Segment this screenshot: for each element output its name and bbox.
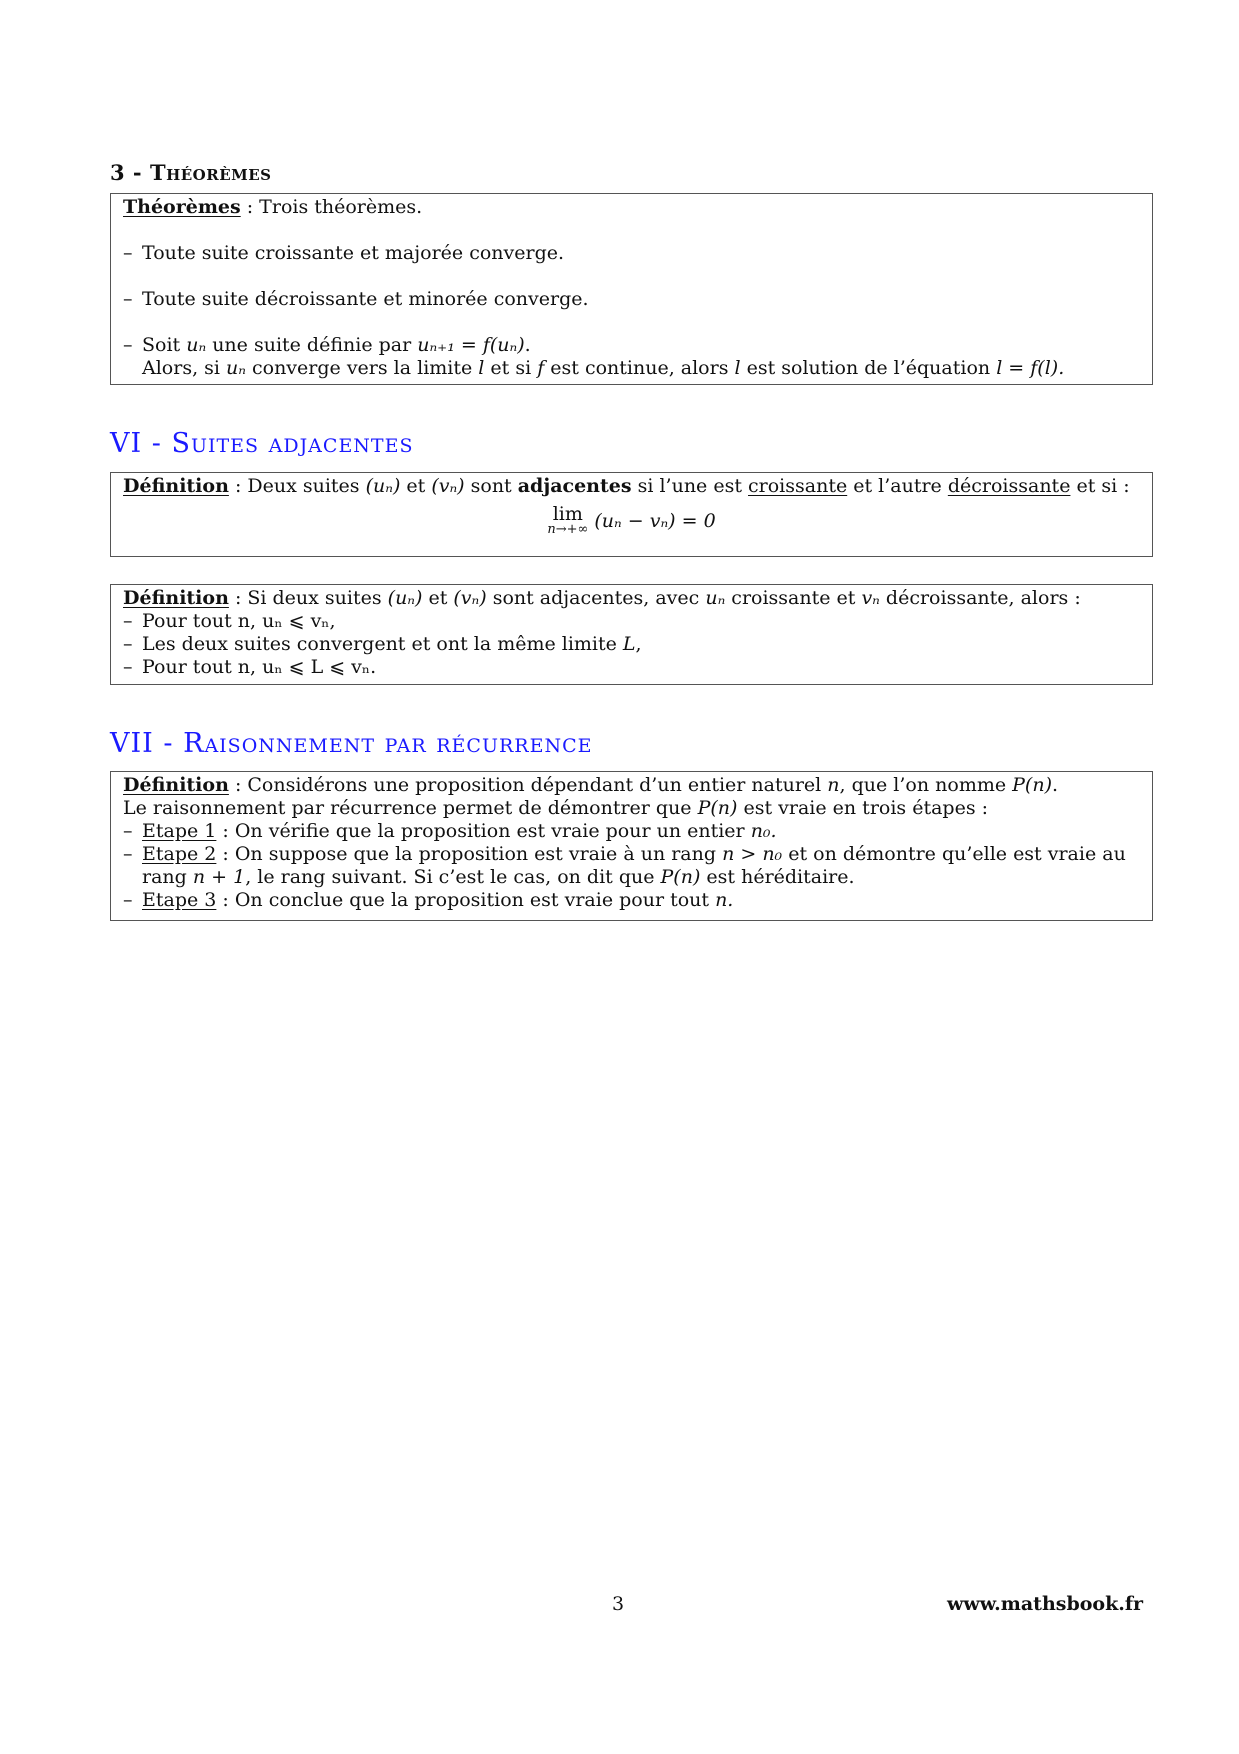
step-2: – Etape 2 : On suppose que la proposition est vraie à un rang n > n₀ et on démontre qu’elle est vraie au rang n + 1, le rang suivant. Si c’est le cas, on dit que P(n) est héréditaire. <box>123 843 1140 889</box>
definition-label: Définition <box>123 475 229 497</box>
theorem-label: Théorèmes <box>123 196 241 218</box>
theorem-item-2: – Toute suite décroissante et minorée converge. <box>123 288 1140 311</box>
definition-box-recurrence: Définition : Considérons une proposition dépendant d’un entier naturel n, que l’on nomme P(n). Le raisonnement par récurrence permet de démontrer que P(n) est vraie en trois étapes : – Etape 1 : On vérifie que la proposition est vraie pour un entier n₀. – Etape 2 : On suppose que la proposition est vraie à un rang n > n₀ et on démontre qu’elle est vraie au rang n + 1, le rang suivant. Si c’est le cas, on dit que P(n) est héréditaire. – Etape 3 : On conclue que la proposition est vraie pour tout n. <box>110 771 1153 921</box>
definition-label: Définition <box>123 774 229 796</box>
section-title-vii: VII - Raisonnement par récurrence <box>110 728 593 759</box>
website-link[interactable]: www.mathsbook.fr <box>947 1593 1144 1615</box>
definition-box-adjacentes-properties: Définition : Si deux suites (uₙ) et (vₙ) sont adjacentes, avec uₙ croissante et vₙ décroissante, alors : – Pour tout n, uₙ ⩽ vₙ, – Les deux suites convergent et ont la même limite L, – Pour tout n, uₙ ⩽ L ⩽ vₙ. <box>110 584 1153 685</box>
limit-formula: lim n→+∞ (uₙ − vₙ) = 0 <box>547 503 716 537</box>
theorem-box <box>110 193 1153 385</box>
theorem-item-1: – Toute suite croissante et majorée converge. <box>123 242 1140 265</box>
subsection-title-theoremes: 3 - Théorèmes <box>110 160 272 185</box>
definition-box-adjacentes: Définition : Deux suites (uₙ) et (vₙ) sont adjacentes si l’une est croissante et l’autre décroissante et si : lim n→+∞ (uₙ − vₙ) = 0 <box>110 472 1153 557</box>
theorem-intro: : Trois théorèmes. <box>240 196 423 218</box>
property-item-2: – Les deux suites convergent et ont la même limite L, <box>123 633 1140 656</box>
step-1: – Etape 1 : On vérifie que la proposition est vraie pour un entier n₀. <box>123 820 1140 843</box>
definition-label: Définition <box>123 587 229 609</box>
page-number: 3 <box>612 1593 625 1615</box>
property-item-1: – Pour tout n, uₙ ⩽ vₙ, <box>123 610 1140 633</box>
section-title-vi: VI - Suites adjacentes <box>110 428 414 459</box>
step-3: – Etape 3 : On conclue que la proposition est vraie pour tout n. <box>123 889 1140 912</box>
property-item-3: – Pour tout n, uₙ ⩽ L ⩽ vₙ. <box>123 656 1140 679</box>
theorem-item-3: – Soit uₙ une suite définie par uₙ₊₁ = f(uₙ). Alors, si uₙ converge vers la limite l et si f est continue, alors l est solution de l’équation l = f(l). <box>123 334 1140 380</box>
